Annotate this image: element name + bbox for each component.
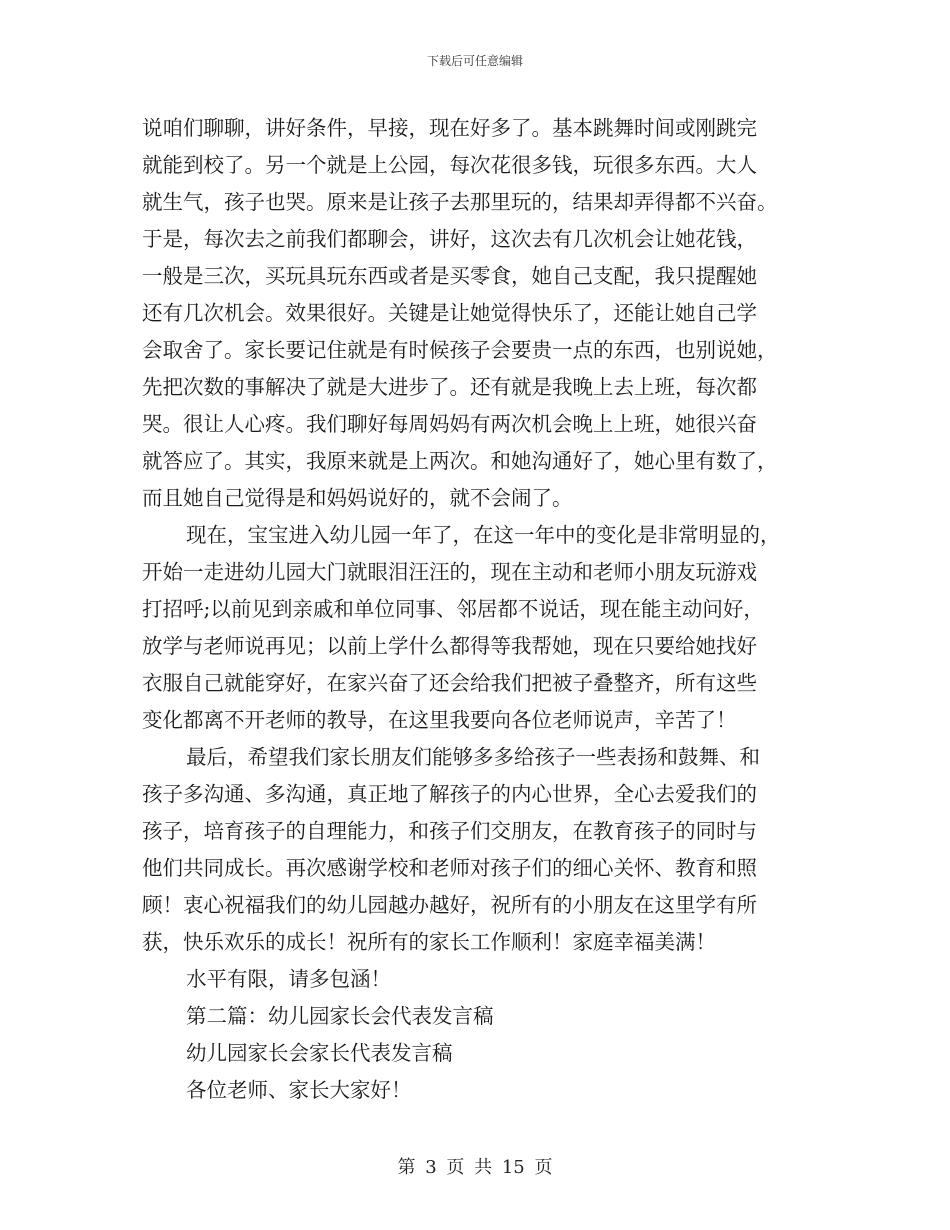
text-line: 获，快乐欢乐的成长！祝所有的家长工作顺利！家庭幸福美满！: [142, 930, 716, 954]
text-line: 第二篇：幼儿园家长会代表发言稿: [186, 1004, 494, 1028]
text-line: 哭。很让人心疼。我们聊好每周妈妈有两次机会晚上上班，她很兴奋: [142, 412, 757, 436]
text-line: 就生气，孩子也哭。原来是让孩子去那里玩的，结果却弄得都不兴奋。: [142, 190, 778, 214]
text-line: 水平有限，请多包涵！: [186, 967, 391, 991]
text-line: 先把次数的事解决了就是大进步了。还有就是我晚上去上班，每次都: [142, 375, 757, 399]
text-line: 就能到校了。另一个就是上公园，每次花很多钱，玩很多东西。大人: [142, 153, 757, 177]
text-line: 衣服自己就能穿好，在家兴奋了还会给我们把被子叠整齐，所有这些: [142, 671, 757, 695]
text-line: 打招呼;以前见到亲戚和单位同事、邻居都不说话，现在能主动问好，: [142, 597, 764, 621]
text-line: 还有几次机会。效果很好。关键是让她觉得快乐了，还能让她自己学: [142, 301, 757, 325]
text-line: 他们共同成长。再次感谢学校和老师对孩子们的细心关怀、教育和照: [142, 856, 757, 880]
text-line: 说咱们聊聊，讲好条件，早接，现在好多了。基本跳舞时间或刚跳完: [142, 116, 757, 140]
text-line: 顾！衷心祝福我们的幼儿园越办越好，祝所有的小朋友在这里学有所: [142, 893, 757, 917]
text-line: 放学与老师说再见；以前上学什么都得等我帮她，现在只要给她找好: [142, 634, 757, 658]
text-line: 最后，希望我们家长朋友们能够多多给孩子一些表扬和鼓舞、和: [186, 745, 760, 769]
text-line: 孩子，培育孩子的自理能力，和孩子们交朋友，在教育孩子的同时与: [142, 819, 757, 843]
text-line: 孩子多沟通、多沟通，真正地了解孩子的内心世界，全心去爱我们的: [142, 782, 757, 806]
text-line: 而且她自己觉得是和妈妈说好的，就不会闹了。: [142, 486, 573, 510]
page-footer: 第 3 页 共 15 页: [397, 1157, 553, 1178]
document-body: [142, 110, 810, 1109]
text-line: 会取舍了。家长要记住就是有时候孩子会要贵一点的东西，也别说她，: [142, 338, 778, 362]
page-header: 下载后可任意编辑: [426, 54, 523, 68]
text-line: 现在，宝宝进入幼儿园一年了，在这一年中的变化是非常明显的，: [186, 523, 781, 547]
text-line: 于是，每次去之前我们都聊会，讲好，这次去有几次机会让她花钱，: [142, 227, 757, 251]
text-line: 开始一走进幼儿园大门就眼泪汪汪的，现在主动和老师小朋友玩游戏: [142, 560, 757, 584]
text-line: 幼儿园家长会家长代表发言稿: [186, 1041, 453, 1065]
text-line: 各位老师、家长大家好！: [186, 1078, 412, 1102]
text-line: 变化都离不开老师的教导，在这里我要向各位老师说声，辛苦了！: [142, 708, 737, 732]
text-line: 就答应了。其实，我原来就是上两次。和她沟通好了，她心里有数了，: [142, 449, 778, 473]
text-line: 一般是三次，买玩具玩东西或者是买零食，她自己支配，我只提醒她: [142, 264, 757, 288]
